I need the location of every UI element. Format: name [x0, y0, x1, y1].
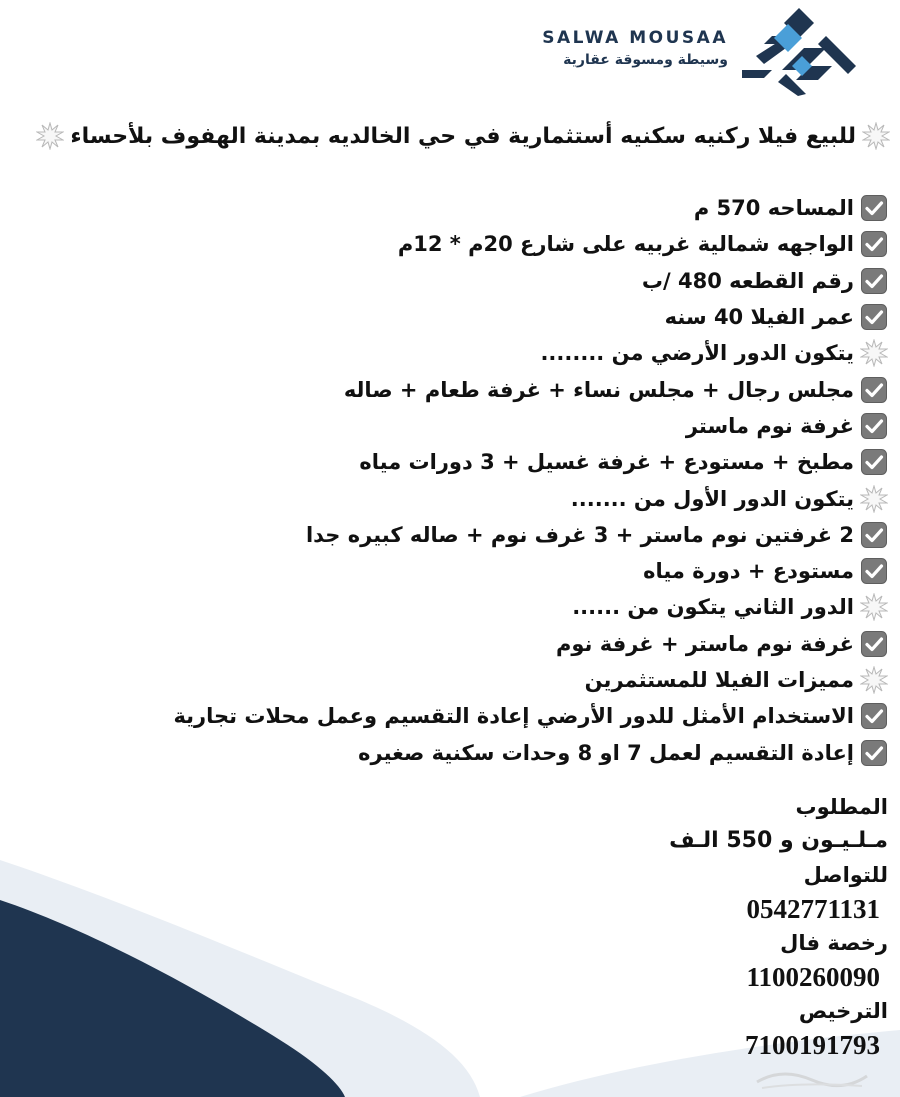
fal-license-label: رخصة فال [780, 931, 888, 955]
list-item [8, 263, 888, 299]
check-icon [860, 194, 888, 222]
list-item-text: غرفة نوم ماستر + غرفة نوم [556, 631, 854, 656]
check-icon [860, 630, 888, 658]
logo-icon [742, 8, 856, 96]
price-label: المطلوب [795, 795, 888, 819]
contact-label: للتواصل [803, 863, 888, 887]
check-icon [860, 303, 888, 331]
watermark-logo [752, 1062, 872, 1092]
list-item-text: المساحه 570 م [693, 196, 854, 221]
list-item [8, 299, 888, 335]
check-icon [860, 412, 888, 440]
list-item [8, 190, 888, 226]
fal-license-number: 1100260090 [746, 962, 880, 992]
phone-number[interactable]: 0542771131 [746, 894, 880, 924]
list-item [8, 734, 888, 770]
list-item-text: الدور الثاني يتكون من ...... [572, 595, 854, 620]
list-item-text: الواجهه شمالية غربيه على شارع 20م * 12م [397, 232, 854, 257]
listing-title-row [10, 118, 890, 154]
check-icon [860, 557, 888, 585]
check-icon [860, 448, 888, 476]
brand-block [542, 28, 728, 68]
license-label: الترخيص [798, 999, 888, 1023]
list-item-text: إعادة التقسيم لعمل 7 او 8 وحدات سكنية صغيره [358, 740, 854, 765]
burst-icon [860, 485, 888, 513]
burst-icon [860, 593, 888, 621]
list-item [8, 408, 888, 444]
check-icon [860, 702, 888, 730]
license-number: 7100191793 [745, 1030, 880, 1060]
list-item [8, 626, 888, 662]
list-item [8, 226, 888, 262]
brand-subtitle: وسيطة ومسوقة عقارية [563, 52, 728, 68]
check-icon [860, 376, 888, 404]
list-item-text: مميزات الفيلا للمستثمرين [584, 668, 854, 692]
list-item-text: مطبخ + مستودع + غرفة غسيل + 3 دورات مياه [359, 450, 854, 475]
list-item-text: غرفة نوم ماستر [685, 413, 854, 438]
check-icon [860, 521, 888, 549]
list-item-text: مجلس رجال + مجلس نساء + غرفة طعام + صاله [343, 377, 854, 402]
list-item [8, 335, 888, 371]
list-item-text: يتكون الدور الأول من ....... [570, 486, 854, 511]
burst-icon [862, 122, 890, 150]
burst-icon [36, 122, 64, 150]
burst-icon [860, 666, 888, 694]
feature-list [8, 190, 888, 771]
list-item-text: يتكون الدور الأرضي من ........ [540, 341, 854, 366]
contact-block [288, 790, 888, 1062]
list-item-text: 2 غرفتين نوم ماستر + 3 غرف نوم + صاله كبيره جدا [305, 522, 854, 547]
list-item-text: عمر الفيلا 40 سنه [664, 305, 854, 330]
list-item [8, 662, 888, 698]
list-item [8, 698, 888, 734]
list-item [8, 589, 888, 625]
list-item-text: مستودع + دورة مياه [643, 559, 854, 584]
list-item-text: الاستخدام الأمثل للدور الأرضي إعادة التقسيم وعمل محلات تجارية [173, 704, 854, 729]
check-icon [860, 739, 888, 767]
list-item [8, 371, 888, 407]
list-item [8, 517, 888, 553]
list-item-text: رقم القطعه 480 /ب [641, 268, 854, 293]
brand-name: SALWA MOUSAA [542, 28, 728, 48]
check-icon [860, 230, 888, 258]
header [0, 0, 900, 110]
list-item [8, 480, 888, 516]
price-value: مـلـيـون و 550 الـف [669, 828, 888, 853]
list-item [8, 553, 888, 589]
list-item [8, 444, 888, 480]
listing-title: للبيع فيلا ركنيه سكنيه أستثمارية في حي الخالديه بمدينة الهفوف بلأحساء [70, 123, 856, 149]
check-icon [860, 267, 888, 295]
burst-icon [860, 339, 888, 367]
